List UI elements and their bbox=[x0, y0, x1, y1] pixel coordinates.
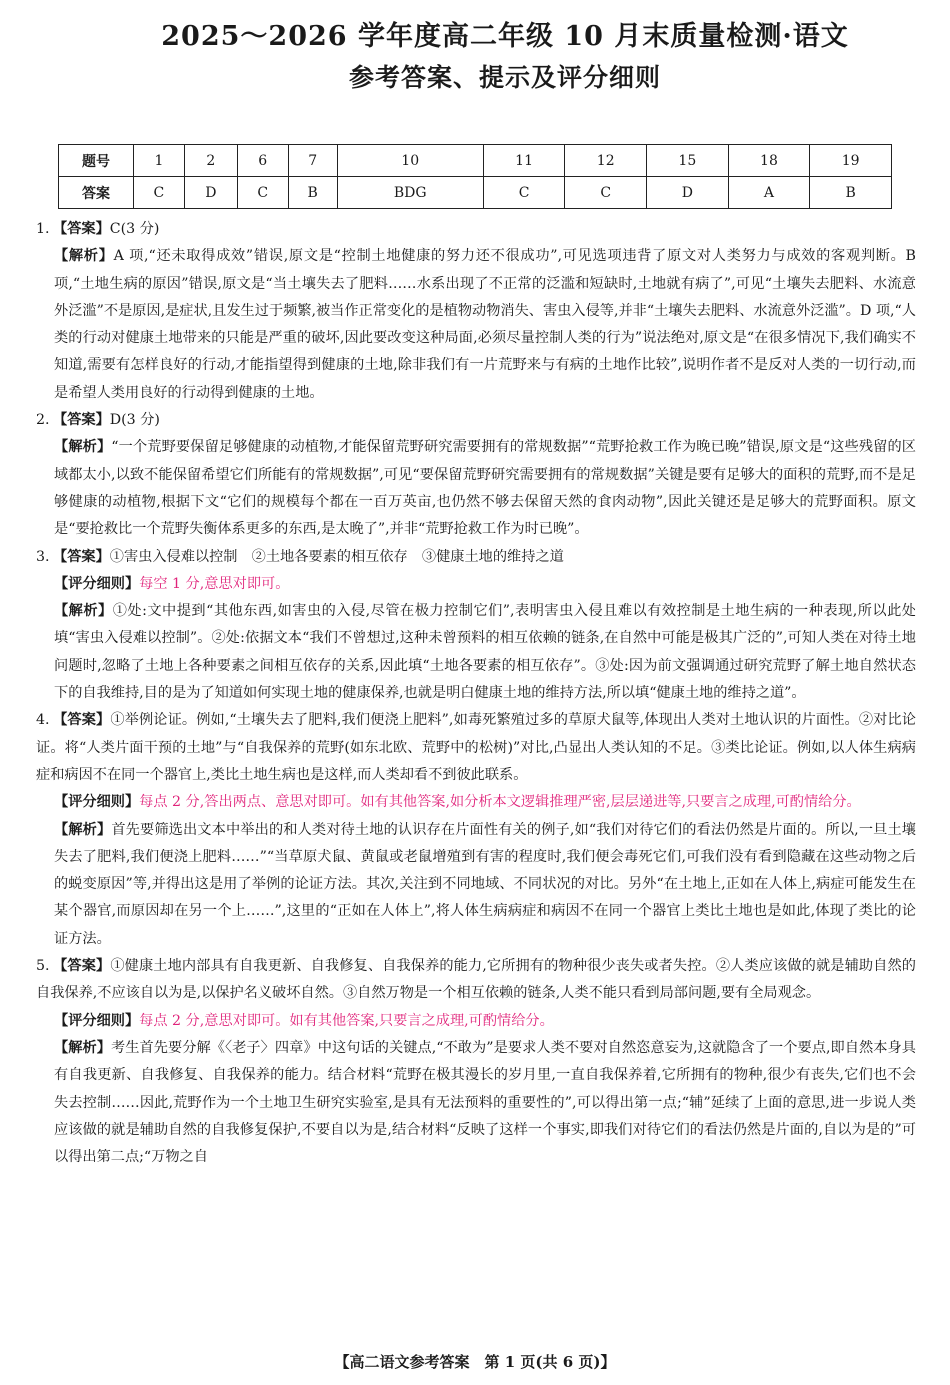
analysis-text: 首先要筛选出文本中举出的和人类对待土地的认识存在片面性有关的例子,如“我们对待它们的看法仍然是片面的。所以,一旦土壤失去了肥料,我们便浇上肥料……”“当草原犬鼠、黄鼠或老鼠增殖到有害的程度时,我们便会毒死它们,可我们没有看到隐藏在这些动物之后的蜕变原因”等,并得出这是用了举例的论证方法。其次,关注到不同地域、不同状况的对比。另外“在土地上,正如在人体上,病症可能发生在某个器官,而原因却在另一个上……”,这里的“正如在人体上”,将人体生病病症和病因不在同一个器官上类比土地也是如此,体现了类比的论证方法。 bbox=[54, 821, 916, 947]
answer-tag: 【答案】 bbox=[53, 221, 110, 237]
scoring-tag: 【评分细则】 bbox=[54, 794, 140, 811]
question-4 bbox=[36, 707, 916, 953]
page-footer: 【高二语文参考答案 第 1 页(共 6 页)】 bbox=[334, 1353, 616, 1371]
table-cell: BDG bbox=[337, 177, 483, 209]
scoring-text: 每点 2 分,答出两点、意思对即可。如有其他答案,如分析本文逻辑推理严密,层层递进等,只要言之成理,可酌情给分。 bbox=[139, 794, 861, 811]
analysis-tag: 【解析】 bbox=[54, 603, 113, 620]
answer-text: C(3 分) bbox=[109, 221, 160, 237]
table-header-cell: 答案 bbox=[59, 177, 134, 209]
table-cell: B bbox=[288, 177, 337, 209]
table-cell: D bbox=[184, 177, 237, 209]
page-title: 2025～2026 学年度高二年级 10 月末质量检测·语文 bbox=[161, 21, 849, 52]
scoring-tag: 【评分细则】 bbox=[54, 575, 140, 592]
table-header-cell: 题号 bbox=[59, 145, 134, 177]
question-number: 2. bbox=[36, 412, 50, 429]
answer-text: ①健康土地内部具有自我更新、自我修复、自我保养的能力,它所拥有的物种很少丧失或者失控。②人类应该做的就是辅助自然的自我保养,不应该自以为是,以保护名义破坏自然。③自然万物是一个相互依赖的链条,人类不能只看到局部问题,要有全局观念。 bbox=[36, 958, 916, 1002]
answer-text: ①举例论证。例如,“土壤失去了肥料,我们便浇上肥料”,如毒死繁殖过多的草原犬鼠等,体现出人类对土地认识的片面性。②对比论证。将“人类片面干预的土地”与“自我保养的荒野(如东北欧、荒野中的松树)”对比,凸显出人类认知的不足。③类比论证。例如,以人体生病病症和病因不在同一个器官上,类比土地生病也是这样,而人类却看不到彼此联系。 bbox=[36, 712, 916, 783]
answer-text: D(3 分) bbox=[109, 412, 160, 429]
table-cell: A bbox=[728, 177, 810, 209]
table-cell: 12 bbox=[565, 145, 647, 177]
scoring-text: 每空 1 分,意思对即可。 bbox=[139, 575, 290, 592]
table-cell: C bbox=[565, 177, 647, 209]
scoring-text: 每点 2 分,意思对即可。如有其他答案,只要言之成理,可酌情给分。 bbox=[139, 1012, 554, 1029]
page-subtitle: 参考答案、提示及评分细则 bbox=[348, 63, 661, 92]
analysis-tag: 【解析】 bbox=[54, 1039, 112, 1056]
analysis-tag: 【解析】 bbox=[54, 821, 112, 838]
analysis-tag: 【解析】 bbox=[54, 248, 114, 265]
question-1 bbox=[36, 216, 916, 407]
answer-tag: 【答案】 bbox=[53, 958, 111, 975]
analysis-text: ①处:文中提到“其他东西,如害虫的入侵,尽管在极力控制它们”,表明害虫入侵且难以有效控制是土地生病的一种表现,所以此处填“害虫入侵难以控制”。②处:依据文本“我们不曾想过,这种未曾预料的相互依赖的链条,在自然中可能是极其广泛的”,可知人类在对待土地问题时,忽略了土地上各种要素之间相互依存的关系,因此填“土地各要素的相互依存”。③处:因为前文强调通过研究荒野了解土地自然状态下的自我维持,目的是为了知道如何实现土地的健康保养,也就是明白健康土地的维持方法,所以填“健康土地的维持之道”。 bbox=[54, 603, 916, 702]
table-cell: C bbox=[237, 177, 288, 209]
table-cell: 7 bbox=[288, 145, 337, 177]
question-5 bbox=[36, 953, 916, 1171]
table-cell: C bbox=[483, 177, 565, 209]
answer-tag: 【答案】 bbox=[53, 548, 110, 565]
table-cell: 10 bbox=[337, 145, 483, 177]
table-cell: D bbox=[647, 177, 729, 209]
table-row-numbers bbox=[59, 145, 892, 177]
analysis-text: A 项,“还未取得成效”错误,原文是“控制土地健康的努力还不很成功”,可见选项违背了原文对人类努力与成效的客观判断。B 项,“土地生病的原因”错误,原文是“当土壤失去了肥料……水系出现了不正常的泛滥和短缺时,土地就有病了”,可见“土壤失去肥料、水流意外泛滥”不是原因,是症状,且发生过于频繁,被当作正常变化的是植物动物消失、害虫入侵等,并非“土壤失去肥料、水流意外泛滥”。D 项,“人类的行动对健康土地带来的只能是严重的破坏,因此要改变这种局面,必须尽量控制人类的行为”说法绝对,原文是“在很多情况下,我们确实不知道,需要有怎样良好的行动,才能指望得到健康的土地,除非我们有一片荒野来与有病的土地作比较”,说明作者不是反对人类的一切行动,而是希望人类用良好的行动得到健康的土地。 bbox=[54, 248, 916, 401]
answer-tag: 【答案】 bbox=[53, 412, 110, 429]
question-3 bbox=[36, 544, 916, 708]
answer-tag: 【答案】 bbox=[53, 712, 111, 729]
table-cell: 11 bbox=[483, 145, 565, 177]
analysis-text: “一个荒野要保留足够健康的动植物,才能保留荒野研究需要拥有的常规数据”“荒野抢救工作为晚已晚”错误,原文是“这些残留的区域都太小,以致不能保留希望它们所能有的常规数据”,可见“要保留荒野研究需要拥有的常规数据”关键是要有足够大的面积的荒野,而不是足够健康的动植物,根据下文“它们的规模每个都在一百万英亩,也仍然不够去保留天然的食肉动物”,因此关键还是足够大的荒野面积。原文是“要抢救比一个荒野失衡体系更多的东西,是太晚了”,并非“荒野抢救工作为时已晚”。 bbox=[54, 439, 916, 538]
table-cell: 2 bbox=[184, 145, 237, 177]
question-number: 1. bbox=[36, 221, 50, 237]
table-cell: 15 bbox=[647, 145, 729, 177]
table-cell: B bbox=[810, 177, 892, 209]
analysis-tag: 【解析】 bbox=[54, 439, 112, 456]
table-cell: 18 bbox=[728, 145, 810, 177]
answer-content bbox=[36, 216, 916, 1171]
scoring-tag: 【评分细则】 bbox=[54, 1012, 140, 1029]
answer-table bbox=[58, 144, 892, 209]
table-cell: C bbox=[134, 177, 185, 209]
question-number: 5. bbox=[36, 958, 50, 975]
question-number: 3. bbox=[36, 548, 50, 565]
table-cell: 19 bbox=[810, 145, 892, 177]
question-number: 4. bbox=[36, 712, 50, 729]
question-2 bbox=[36, 407, 916, 543]
analysis-text: 考生首先要分解《〈老子〉四章》中这句话的关键点,“不敢为”是要求人类不要对自然恣意妄为,这就隐含了一个要点,即自然本身具有自我更新、自我修复、自我保养的能力。结合材料“荒野在极其漫长的岁月里,一直自我保养着,它所拥有的物种,很少有丧失,它们也不会失去控制……因此,荒野作为一个土地卫生研究实验室,是具有无法预料的重要性的”,可以得出第一点;“辅”延续了上面的意思,进一步说人类应该做的就是辅助自然的自我修复保护,不要自以为是,结合材料“反映了这样一个事实,即我们对待它们的看法仍然是片面的,自以为是的”可以得出第二点;“万物之自 bbox=[54, 1039, 916, 1166]
table-cell: 1 bbox=[134, 145, 185, 177]
answer-text: ①害虫入侵难以控制 ②土地各要素的相互依存 ③健康土地的维持之道 bbox=[109, 548, 564, 565]
table-cell: 6 bbox=[237, 145, 288, 177]
table-row-answers bbox=[59, 177, 892, 209]
